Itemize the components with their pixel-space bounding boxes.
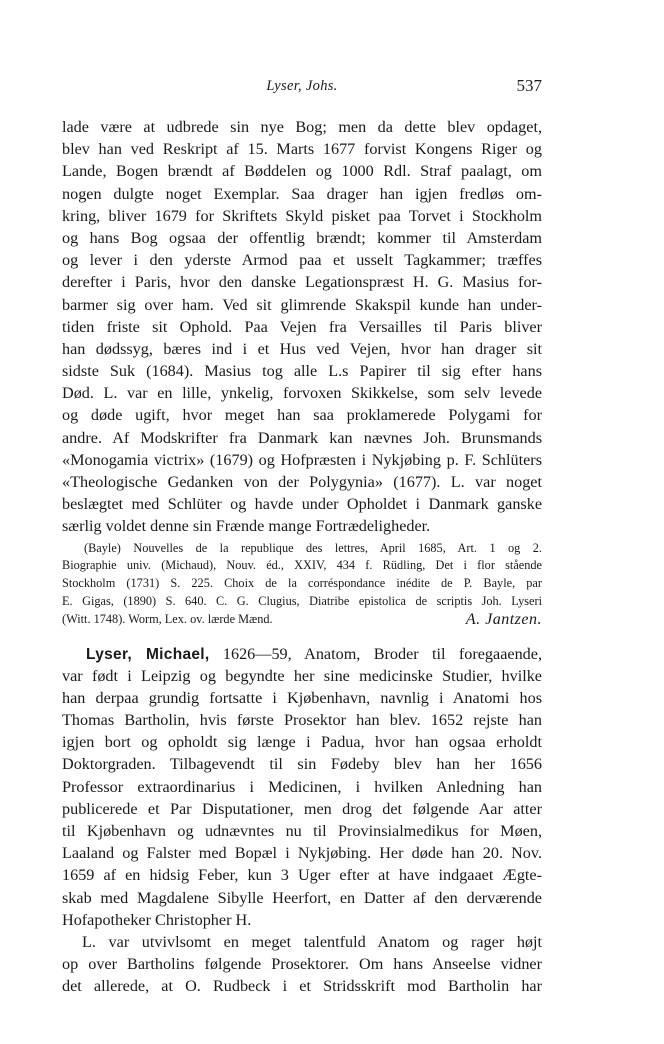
text-line: Professor extraordinarius i Medicinen, i hvilken Anledning han [62, 777, 542, 796]
text-line: publicerede et Par Disputationer, men drog det følgende Aar atter [62, 799, 542, 818]
bibliography-line: (Witt. 1748). Worm, Lex. ov. lærde Mænd. [62, 611, 273, 626]
bibliography-line: Biographie univ. (Michaud), Nouv. éd., XXIV, 434 f. Rüdling, Det i flor stående [62, 558, 542, 573]
running-title: Lyser, Johs. [266, 78, 338, 94]
text-line: op over Bartholins følgende Prosektorer. Om hans Anseelse vidner [62, 955, 542, 974]
text-line: andre. Af Modskrifter fra Danmark kan nævnes Joh. Brunsmands [62, 428, 542, 447]
entry-lyser-michael [62, 643, 542, 998]
text-line: igjen bort og opholdt sig længe i Padua, hvor han ogsaa erholdt [62, 733, 542, 752]
text-line: Død. L. var en lille, ynkelig, forvoxen Skikkelse, som selv levede [62, 384, 542, 403]
bibliography-line-last [62, 611, 542, 629]
page-body [62, 116, 542, 998]
text-line: sidste Suk (1684). Masius tog alle L.s Papirer til sig efter hans [62, 362, 542, 381]
text-line: kring, bliver 1679 for Skriftets Skyld pisket paa Torvet i Stockholm [62, 206, 542, 225]
text-line: Hofapotheker Christopher H. [62, 910, 252, 929]
text-line: «Theologische Gedanken von der Polygynia» (1677). L. var noget [62, 473, 542, 491]
text-line: blev han ved Reskript af 15. Marts 1677 forvist Kongens Riger og [62, 140, 542, 159]
text-line: derefter i Paris, hvor den danske Legationspræst H. G. Masius for- [62, 273, 542, 292]
text-line: Thomas Bartholin, hvis første Prosektor han blev. 1652 rejste han [62, 711, 542, 730]
text-line: og hans Bog ogsaa der offentlig brændt; kommer til Amsterdam [62, 228, 542, 247]
text-line: Doktorgraden. Tilbagevendt til sin Fødeby blev han her 1656 [62, 755, 542, 774]
text-line: særlig voldet denne sin Frænde mange Fortrædeligheder. [62, 517, 431, 536]
text-line: barmer sig over ham. Ved sit glimrende Skakspil kunde han under- [62, 295, 542, 314]
text-line: han dødssyg, bæres ind i et Hus ved Vejen, hvor han drager sit [62, 339, 542, 358]
text-line: nogen dulgte noget Exemplar. Saa drager han igjen fredløs om- [62, 184, 542, 203]
text-line: «Monogamia victrix» (1679) og Hofpræsten i Nykjøbing p. F. Schlüters [62, 450, 542, 469]
text-line: var født i Leipzig og begyndte her sine medicinske Studier, hvilke [62, 666, 542, 685]
bibliography-line: Stockholm (1731) S. 225. Choix de la corréspondance inédite de P. Bayle, par [62, 576, 542, 591]
entry-lyser-johs-continuation [62, 116, 542, 629]
text-line: Lande, Bogen brændt af Bøddelen og 1000 Rdl. Straf paalagt, om [62, 162, 542, 181]
text-line: Laaland og Falster med Bopæl i Nykjøbing. Her døde han 20. Nov. [62, 844, 542, 863]
text-line: og døde ugift, hvor meget han saa proklamerede Polygami for [62, 406, 542, 425]
text-line: beslægtet med Schlüter og havde under Opholdet i Danmark ganske [62, 495, 542, 514]
entry-heading-line [62, 643, 542, 665]
text-line: tiden friste sit Ophold. Paa Vejen fra Versailles til Paris bliver [62, 317, 542, 336]
bibliography [62, 540, 542, 629]
author-signature: A. Jantzen. [465, 610, 542, 628]
text-line: 1659 af en hidsig Feber, kun 3 Uger efter at have indgaaet Ægte- [62, 866, 542, 885]
text-line: og lever i den yderste Armod paa et usselt Tagkammer; træffes [62, 251, 542, 270]
entry-name: Lyser, Michael, [86, 645, 210, 663]
text-line: L. var utvivlsomt en meget talentfuld Anatom og rager højt [82, 932, 542, 951]
running-head [62, 78, 542, 102]
text-line: lade være at udbrede sin nye Bog; men da dette blev opdaget, [62, 118, 542, 136]
bibliography-line: (Bayle) Nouvelles de la republique des lettres, April 1685, Art. 1 og 2. [84, 540, 542, 555]
page-number: 537 [516, 76, 542, 95]
text-line: han derpaa grundig fortsatte i Kjøbenhavn, navnlig i Anatomi hos [62, 688, 542, 707]
text-line: skab med Magdalene Sibylle Heerfort, en Datter af den derværende [62, 888, 542, 907]
entry-heading-rest: 1626—59, Anatom, Broder til foregaaende, [222, 644, 542, 663]
bibliography-line: E. Gigas, (1890) S. 640. C. G. Clugius, Diatribe epistolica de scriptis Joh. Lyseri [62, 593, 542, 608]
text-line: det allerede, at O. Rudbeck i et Stridsskrift mod Bartholin har [62, 977, 542, 996]
text-line: til Kjøbenhavn og udnævntes nu til Provinsialmedikus for Møen, [62, 822, 542, 841]
